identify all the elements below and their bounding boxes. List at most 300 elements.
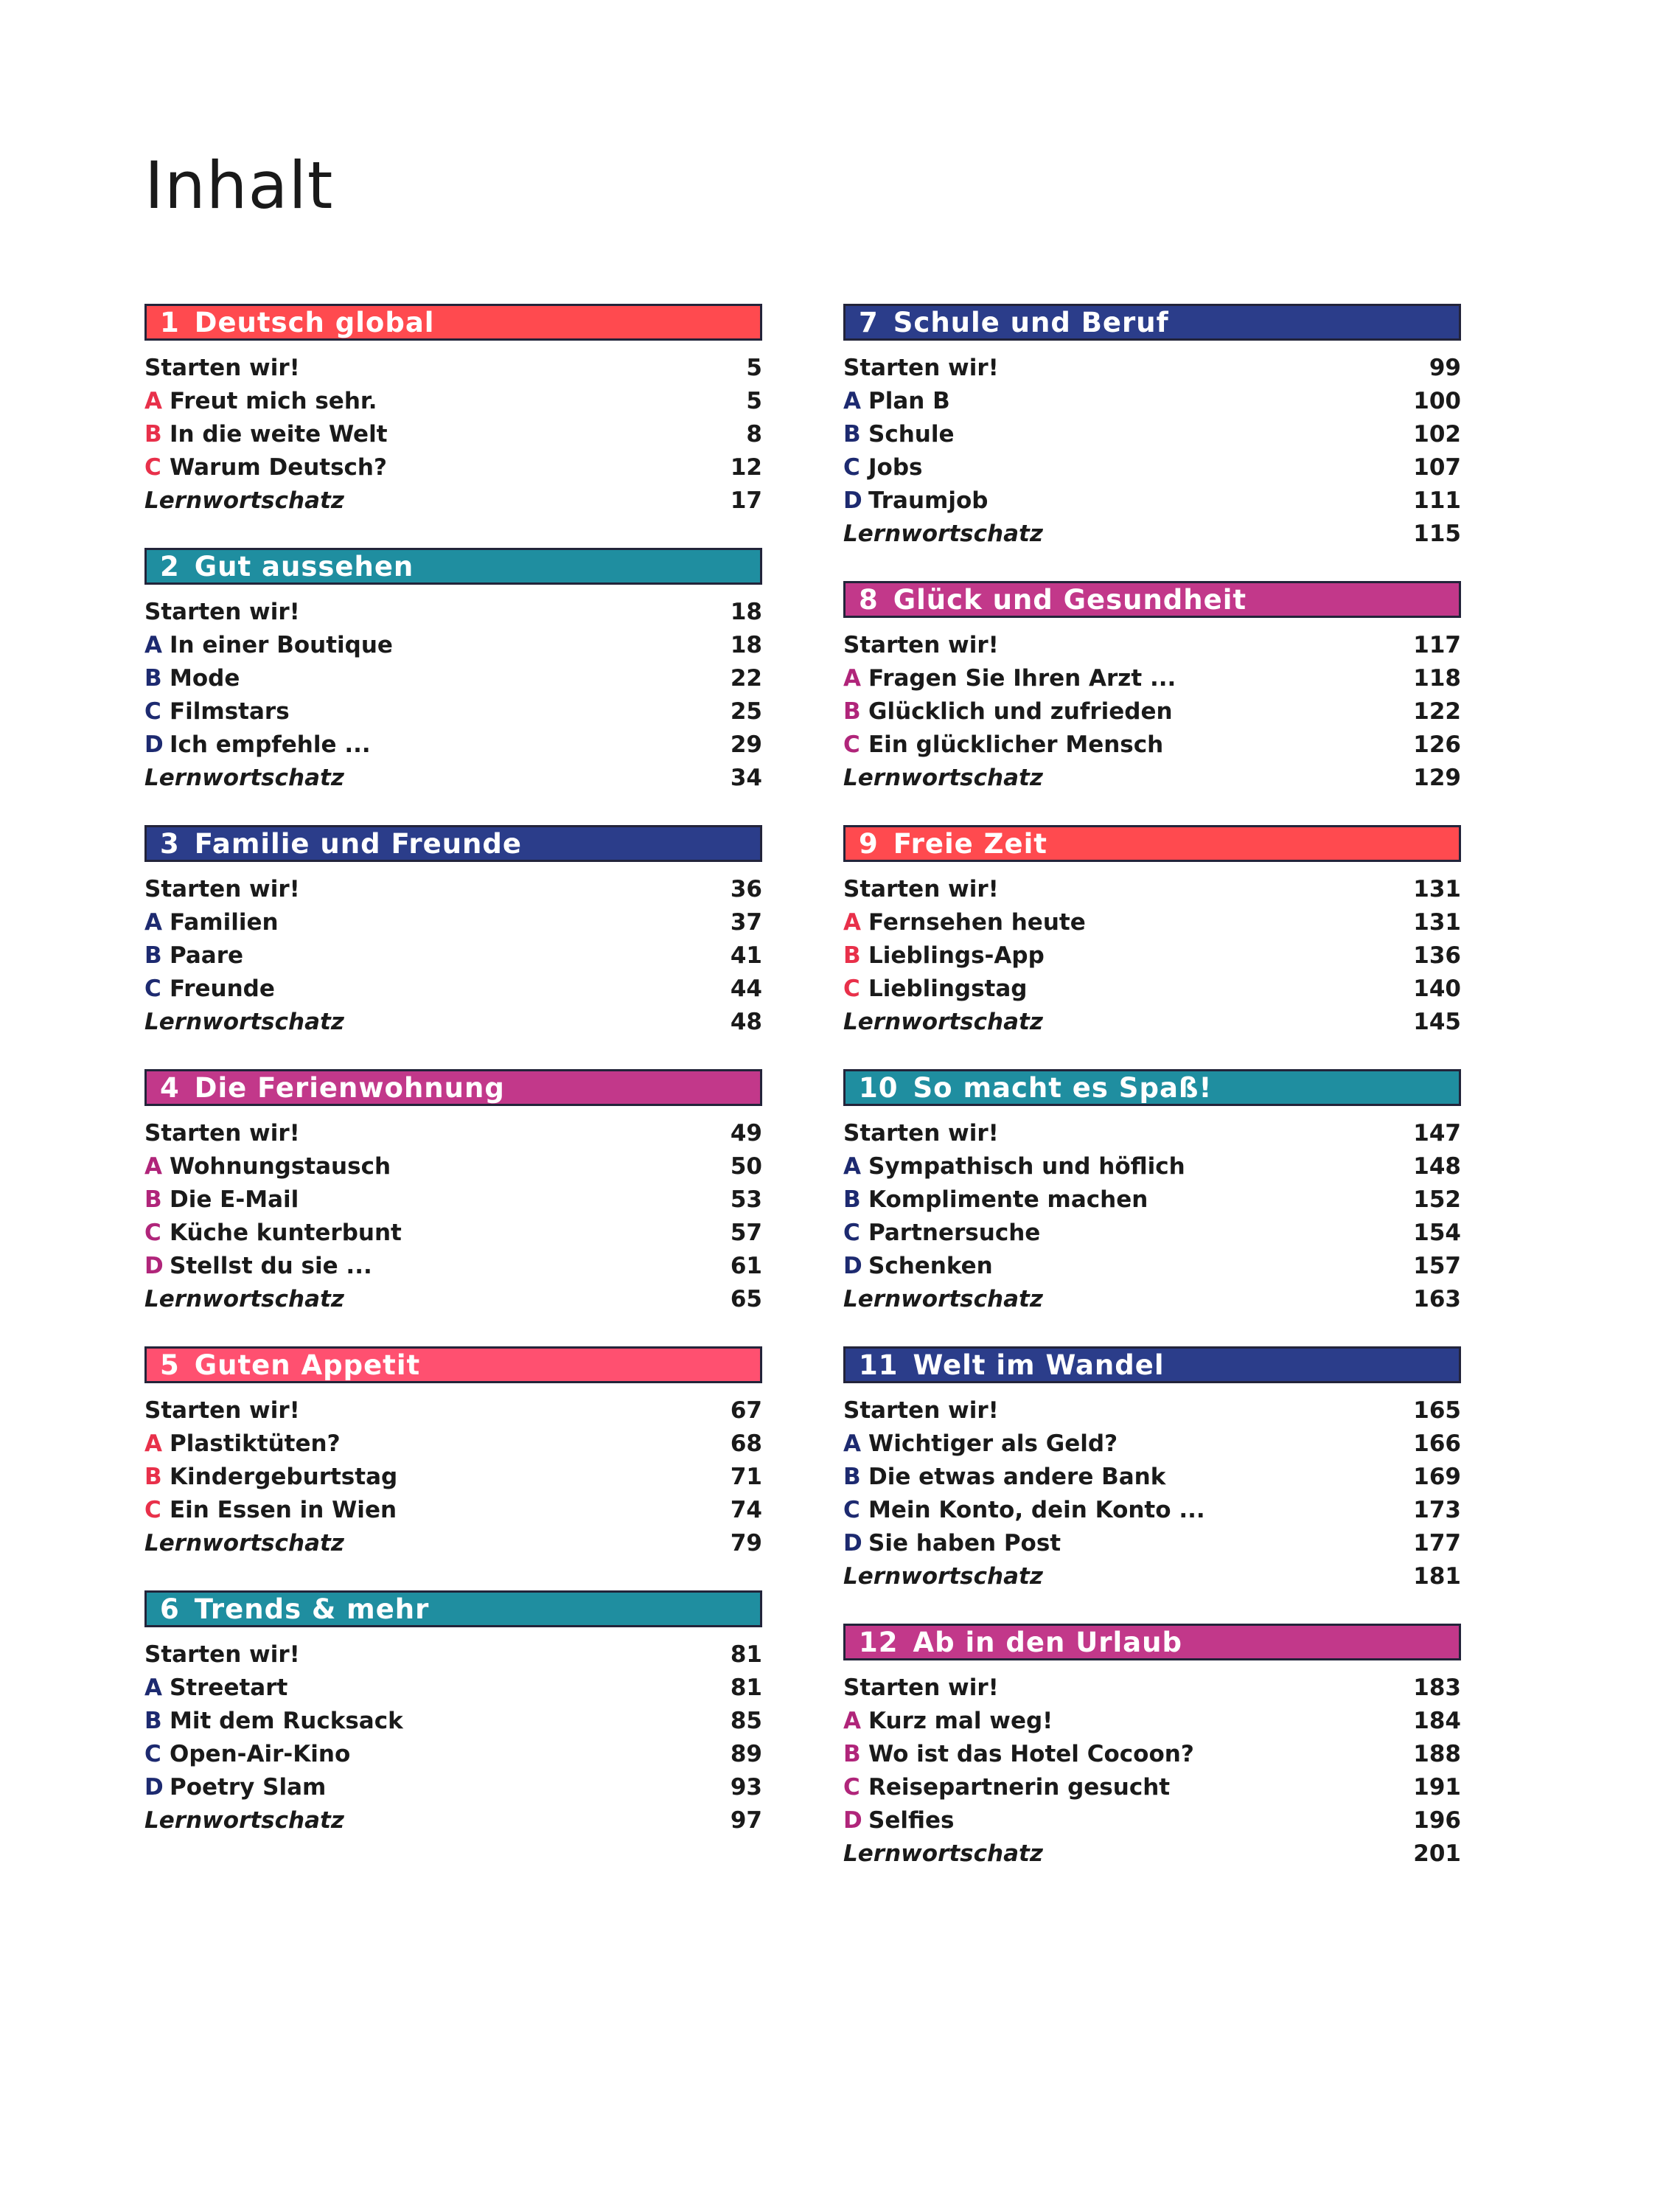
page-number: 154	[1413, 1219, 1461, 1246]
toc-entry[interactable]	[144, 1460, 762, 1493]
toc-entry[interactable]	[144, 351, 762, 384]
page-number: 36	[730, 875, 762, 902]
entry-list	[144, 351, 762, 517]
page-number: 85	[730, 1707, 762, 1734]
entry-left	[843, 1741, 1194, 1767]
entry-label: Lieblingstag	[868, 975, 1028, 1002]
section-letter: A	[144, 631, 162, 658]
entry-label: Lernwortschatz	[144, 1008, 344, 1035]
entry-left	[144, 487, 344, 514]
chapter-number: 8	[859, 583, 879, 616]
entry-label: In einer Boutique	[170, 631, 393, 658]
toc-entry[interactable]	[843, 484, 1461, 517]
chapter-12	[843, 1624, 1461, 1870]
toc-entry[interactable]	[843, 1493, 1461, 1526]
chapter-title: So macht es Spaß!	[913, 1071, 1213, 1104]
page-number: 111	[1413, 487, 1461, 514]
toc-entry[interactable]	[144, 1671, 762, 1704]
page-number: 5	[746, 354, 762, 381]
entry-left	[144, 1153, 391, 1180]
chapter-header[interactable]	[843, 304, 1461, 341]
chapter-number: 3	[160, 827, 180, 860]
entry-label: Lernwortschatz	[843, 520, 1043, 547]
entry-list	[144, 1116, 762, 1315]
toc-entry[interactable]	[144, 384, 762, 417]
entry-label: Plan B	[868, 387, 950, 414]
section-letter: D	[843, 1806, 862, 1834]
section-letter: C	[843, 1219, 860, 1246]
entry-label: In die weite Welt	[170, 420, 388, 448]
toc-entry[interactable]	[843, 1804, 1461, 1837]
entry-label: Familien	[170, 908, 279, 936]
section-letter: B	[843, 1463, 861, 1490]
page-number: 5	[746, 387, 762, 414]
entry-left	[843, 521, 1043, 547]
toc-entry[interactable]	[144, 595, 762, 628]
page-number: 196	[1413, 1806, 1461, 1834]
entry-left	[843, 1220, 1040, 1246]
entry-label: Starten wir!	[144, 354, 300, 381]
page-number: 22	[730, 664, 762, 692]
toc-entry[interactable]	[843, 1116, 1461, 1150]
entry-label: Kindergeburtstag	[170, 1463, 398, 1490]
section-letter: B	[144, 1707, 162, 1734]
chapter-8	[843, 581, 1461, 794]
page-number: 97	[730, 1806, 762, 1834]
page-number: 53	[730, 1186, 762, 1213]
entry-label: Jobs	[868, 453, 923, 481]
toc-entry[interactable]	[144, 905, 762, 939]
section-letter: A	[843, 1152, 861, 1180]
toc-entry[interactable]	[144, 484, 762, 517]
toc-entry[interactable]	[843, 1837, 1461, 1870]
chapter-title: Schule und Beruf	[893, 306, 1169, 338]
page-number: 25	[730, 698, 762, 725]
page-number: 12	[730, 453, 762, 481]
section-letter: A	[843, 1707, 861, 1734]
page-number: 68	[730, 1430, 762, 1457]
section-letter: B	[144, 1186, 162, 1213]
toc-entry[interactable]	[843, 1394, 1461, 1427]
section-letter: C	[144, 1496, 161, 1523]
entry-left	[843, 1120, 999, 1147]
entry-label: Stellst du sie ...	[170, 1252, 372, 1279]
page-number: 57	[730, 1219, 762, 1246]
entry-left	[843, 909, 1086, 936]
entry-label: Schenken	[868, 1252, 993, 1279]
chapter-6	[144, 1590, 762, 1837]
page-number: 169	[1413, 1463, 1461, 1490]
entry-left	[843, 975, 1028, 1002]
toc-entry[interactable]	[843, 1150, 1461, 1183]
toc-entry[interactable]	[843, 1249, 1461, 1282]
entry-left	[843, 421, 955, 448]
page-number: 131	[1413, 875, 1461, 902]
toc-entry[interactable]	[843, 1671, 1461, 1704]
entry-label: Lernwortschatz	[843, 1840, 1043, 1867]
toc-entry[interactable]	[843, 1559, 1461, 1593]
entry-list	[843, 628, 1461, 794]
toc-entry[interactable]	[144, 451, 762, 484]
page-number: 48	[730, 1008, 762, 1035]
toc-entry[interactable]	[843, 1460, 1461, 1493]
toc-entry[interactable]	[843, 1216, 1461, 1249]
toc-entry[interactable]	[144, 1638, 762, 1671]
page-number: 8	[746, 420, 762, 448]
page-number: 177	[1413, 1529, 1461, 1557]
entry-left	[843, 1563, 1043, 1590]
section-letter: B	[144, 664, 162, 692]
entry-list	[144, 872, 762, 1038]
toc-entry[interactable]	[843, 905, 1461, 939]
entry-left	[843, 1774, 1170, 1801]
entry-list	[843, 872, 1461, 1038]
entry-left	[843, 1674, 999, 1701]
entry-left	[144, 765, 344, 791]
entry-left	[843, 1286, 1043, 1312]
chapter-1	[144, 304, 762, 517]
toc-entry[interactable]	[144, 1150, 762, 1183]
toc-entry[interactable]	[843, 451, 1461, 484]
entry-left	[144, 1253, 372, 1279]
entry-label: Lernwortschatz	[843, 1285, 1043, 1312]
entry-left	[144, 731, 371, 758]
section-letter: D	[843, 1529, 862, 1557]
page-number: 117	[1413, 631, 1461, 658]
section-letter: C	[144, 1219, 161, 1246]
page-number: 102	[1413, 420, 1461, 448]
chapter-number: 11	[859, 1349, 899, 1381]
entry-left	[843, 1807, 954, 1834]
chapter-header[interactable]	[144, 1069, 762, 1106]
toc-entry[interactable]	[843, 1282, 1461, 1315]
section-letter: D	[843, 1252, 862, 1279]
page-number: 81	[730, 1641, 762, 1668]
entry-left	[843, 355, 999, 381]
page-number: 29	[730, 731, 762, 758]
page-number: 89	[730, 1740, 762, 1767]
toc-entry[interactable]	[843, 1704, 1461, 1737]
chapter-header[interactable]	[144, 825, 762, 862]
entry-left	[144, 1641, 300, 1668]
entry-label: Mein Konto, dein Konto ...	[868, 1496, 1205, 1523]
section-letter: B	[843, 942, 861, 969]
page-number: 157	[1413, 1252, 1461, 1279]
toc-entry[interactable]	[144, 661, 762, 695]
page-number: 118	[1413, 664, 1461, 692]
entry-label: Poetry Slam	[170, 1773, 327, 1801]
entry-left	[843, 876, 999, 902]
chapter-title: Gut aussehen	[194, 550, 414, 582]
chapter-title: Guten Appetit	[194, 1349, 421, 1381]
entry-label: Starten wir!	[144, 598, 300, 625]
section-letter: D	[843, 487, 862, 514]
toc-entry[interactable]	[843, 1526, 1461, 1559]
page-number: 163	[1413, 1285, 1461, 1312]
entry-left	[144, 1186, 299, 1213]
page-number: 100	[1413, 387, 1461, 414]
toc-entry[interactable]	[144, 872, 762, 905]
entry-label: Wichtiger als Geld?	[868, 1430, 1118, 1457]
chapter-number: 6	[160, 1593, 180, 1625]
entry-label: Komplimente machen	[868, 1186, 1148, 1213]
toc-entry[interactable]	[843, 517, 1461, 550]
page-number: 122	[1413, 698, 1461, 725]
toc-entry[interactable]	[144, 1249, 762, 1282]
page-number: 152	[1413, 1186, 1461, 1213]
toc-entry[interactable]	[144, 1526, 762, 1559]
entry-label: Starten wir!	[843, 1119, 999, 1147]
entry-left	[144, 1774, 326, 1801]
entry-left	[144, 1430, 341, 1457]
page-number: 173	[1413, 1496, 1461, 1523]
entry-left	[144, 1220, 402, 1246]
entry-label: Sie haben Post	[868, 1529, 1061, 1557]
toc-entry[interactable]	[144, 1493, 762, 1526]
entry-label: Starten wir!	[144, 1397, 300, 1424]
page-number: 37	[730, 908, 762, 936]
entry-left	[843, 665, 1176, 692]
section-letter: C	[144, 975, 161, 1002]
toc-column-right	[843, 304, 1461, 1901]
entry-label: Mit dem Rucksack	[170, 1707, 403, 1734]
section-letter: A	[144, 387, 162, 414]
page-number: 99	[1429, 354, 1461, 381]
chapter-title: Deutsch global	[194, 306, 435, 338]
entry-label: Traumjob	[868, 487, 989, 514]
chapter-header[interactable]	[843, 1346, 1461, 1383]
entry-left	[144, 1674, 287, 1701]
entry-left	[843, 1186, 1148, 1213]
chapter-title: Familie und Freunde	[194, 827, 522, 860]
entry-label: Starten wir!	[843, 631, 999, 658]
entry-label: Starten wir!	[843, 875, 999, 902]
page-number: 147	[1413, 1119, 1461, 1147]
section-letter: B	[144, 1463, 162, 1490]
entry-label: Lernwortschatz	[144, 1806, 344, 1834]
toc-entry[interactable]	[843, 1770, 1461, 1804]
chapter-header[interactable]	[144, 1346, 762, 1383]
chapter-header[interactable]	[144, 1590, 762, 1627]
section-letter: D	[144, 1252, 164, 1279]
entry-list	[843, 1116, 1461, 1315]
page-number: 115	[1413, 520, 1461, 547]
entry-left	[144, 942, 243, 969]
toc-entry[interactable]	[843, 384, 1461, 417]
section-letter: A	[843, 908, 861, 936]
section-letter: C	[843, 975, 860, 1002]
toc-entry[interactable]	[144, 1005, 762, 1038]
section-letter: B	[144, 942, 162, 969]
entry-label: Freunde	[170, 975, 275, 1002]
entry-label: Ein Essen in Wien	[170, 1496, 397, 1523]
toc-entry[interactable]	[144, 417, 762, 451]
entry-left	[843, 1253, 993, 1279]
chapter-header[interactable]	[843, 581, 1461, 618]
chapter-header[interactable]	[144, 548, 762, 585]
chapter-4	[144, 1069, 762, 1315]
page-number: 166	[1413, 1430, 1461, 1457]
page-number: 191	[1413, 1773, 1461, 1801]
page-number: 67	[730, 1397, 762, 1424]
entry-label: Partnersuche	[868, 1219, 1041, 1246]
section-letter: C	[144, 698, 161, 725]
page-number: 107	[1413, 453, 1461, 481]
entry-left	[843, 454, 922, 481]
chapter-header[interactable]	[144, 304, 762, 341]
entry-label: Open-Air-Kino	[170, 1740, 351, 1767]
section-letter: A	[843, 664, 861, 692]
entry-left	[144, 909, 279, 936]
entry-label: Fragen Sie Ihren Arzt ...	[868, 664, 1176, 692]
toc-entry[interactable]	[144, 728, 762, 761]
chapter-2	[144, 548, 762, 794]
chapter-10	[843, 1069, 1461, 1315]
toc-entry[interactable]	[843, 1737, 1461, 1770]
entry-list	[843, 1671, 1461, 1870]
chapter-7	[843, 304, 1461, 550]
entry-list	[843, 1394, 1461, 1593]
section-letter: A	[144, 1152, 162, 1180]
section-letter: A	[144, 1430, 162, 1457]
entry-left	[843, 1708, 1053, 1734]
entry-left	[843, 1464, 1165, 1490]
toc-entry[interactable]	[144, 761, 762, 794]
section-letter: D	[144, 1773, 164, 1801]
page-number: 79	[730, 1529, 762, 1557]
chapter-title: Die Ferienwohnung	[194, 1071, 505, 1104]
toc-entry[interactable]	[843, 1183, 1461, 1216]
entry-left	[843, 1497, 1205, 1523]
entry-left	[144, 421, 388, 448]
section-letter: A	[843, 1430, 861, 1457]
chapter-title: Freie Zeit	[893, 827, 1047, 860]
toc-entry[interactable]	[144, 628, 762, 661]
chapter-number: 2	[160, 550, 180, 582]
toc-entry[interactable]	[843, 761, 1461, 794]
toc-entry[interactable]	[843, 628, 1461, 661]
entry-left	[144, 1120, 300, 1147]
entry-label: Küche kunterbunt	[170, 1219, 402, 1246]
entry-label: Lernwortschatz	[843, 764, 1043, 791]
toc-entry[interactable]	[144, 1282, 762, 1315]
chapter-number: 12	[859, 1626, 899, 1658]
chapter-number: 10	[859, 1071, 899, 1104]
toc-entry[interactable]	[144, 1427, 762, 1460]
chapter-header[interactable]	[843, 825, 1461, 862]
page-number: 188	[1413, 1740, 1461, 1767]
toc-entry[interactable]	[144, 1394, 762, 1427]
entry-left	[843, 765, 1043, 791]
toc-entry[interactable]	[144, 1704, 762, 1737]
chapter-number: 1	[160, 306, 180, 338]
entry-left	[144, 1397, 300, 1424]
page-number: 61	[730, 1252, 762, 1279]
section-letter: C	[843, 1496, 860, 1523]
entry-label: Starten wir!	[843, 1397, 999, 1424]
toc-entry[interactable]	[843, 1005, 1461, 1038]
toc-entry[interactable]	[843, 939, 1461, 972]
entry-left	[843, 1430, 1118, 1457]
page-number: 71	[730, 1463, 762, 1490]
entry-left	[843, 731, 1163, 758]
toc-column-left	[144, 304, 762, 1868]
entry-left	[144, 665, 240, 692]
page-number: 41	[730, 942, 762, 969]
toc-entry[interactable]	[843, 728, 1461, 761]
page-number: 34	[730, 764, 762, 791]
toc-entry[interactable]	[144, 1737, 762, 1770]
toc-entry[interactable]	[843, 972, 1461, 1005]
page-number: 140	[1413, 975, 1461, 1002]
entry-left	[144, 1741, 350, 1767]
entry-left	[144, 388, 377, 414]
toc-entry[interactable]	[843, 351, 1461, 384]
page-number: 18	[730, 598, 762, 625]
toc-entry[interactable]	[144, 1804, 762, 1837]
entry-label: Glücklich und zufrieden	[868, 698, 1173, 725]
entry-label: Plastiktüten?	[170, 1430, 341, 1457]
chapter-3	[144, 825, 762, 1038]
toc-entry[interactable]	[843, 872, 1461, 905]
entry-left	[144, 632, 393, 658]
entry-left	[843, 632, 999, 658]
toc-entry[interactable]	[144, 1216, 762, 1249]
entry-label: Lernwortschatz	[843, 1008, 1043, 1035]
page-number: 183	[1413, 1674, 1461, 1701]
entry-label: Starten wir!	[144, 1119, 300, 1147]
entry-label: Reisepartnerin gesucht	[868, 1773, 1171, 1801]
chapter-header[interactable]	[843, 1069, 1461, 1106]
entry-left	[843, 388, 950, 414]
section-letter: B	[843, 1740, 861, 1767]
chapter-title: Ab in den Urlaub	[913, 1626, 1182, 1658]
section-letter: C	[144, 453, 161, 481]
entry-label: Lieblings-App	[868, 942, 1045, 969]
chapter-number: 4	[160, 1071, 180, 1104]
chapter-number: 9	[859, 827, 879, 860]
toc-entry[interactable]	[144, 939, 762, 972]
page-number: 17	[730, 487, 762, 514]
chapter-header[interactable]	[843, 1624, 1461, 1660]
toc-entry[interactable]	[144, 972, 762, 1005]
entry-list	[843, 351, 1461, 550]
toc-entry[interactable]	[843, 661, 1461, 695]
entry-left	[144, 1286, 344, 1312]
entry-left	[843, 1530, 1061, 1557]
toc-entry[interactable]	[144, 1770, 762, 1804]
entry-left	[144, 975, 275, 1002]
toc-entry[interactable]	[144, 695, 762, 728]
entry-label: Lernwortschatz	[144, 1285, 344, 1312]
toc-entry[interactable]	[843, 417, 1461, 451]
toc-entry[interactable]	[843, 1427, 1461, 1460]
page-number: 148	[1413, 1152, 1461, 1180]
entry-label: Starten wir!	[843, 354, 999, 381]
section-letter: C	[843, 1773, 860, 1801]
entry-label: Streetart	[170, 1674, 288, 1701]
toc-entry[interactable]	[144, 1183, 762, 1216]
entry-label: Sympathisch und höflich	[868, 1152, 1185, 1180]
toc-entry[interactable]	[144, 1116, 762, 1150]
chapter-title: Welt im Wandel	[913, 1349, 1165, 1381]
page-number: 165	[1413, 1397, 1461, 1424]
page-number: 93	[730, 1773, 762, 1801]
page-number: 145	[1413, 1008, 1461, 1035]
entry-left	[843, 1397, 999, 1424]
entry-label: Lernwortschatz	[144, 1529, 344, 1557]
toc-entry[interactable]	[843, 695, 1461, 728]
